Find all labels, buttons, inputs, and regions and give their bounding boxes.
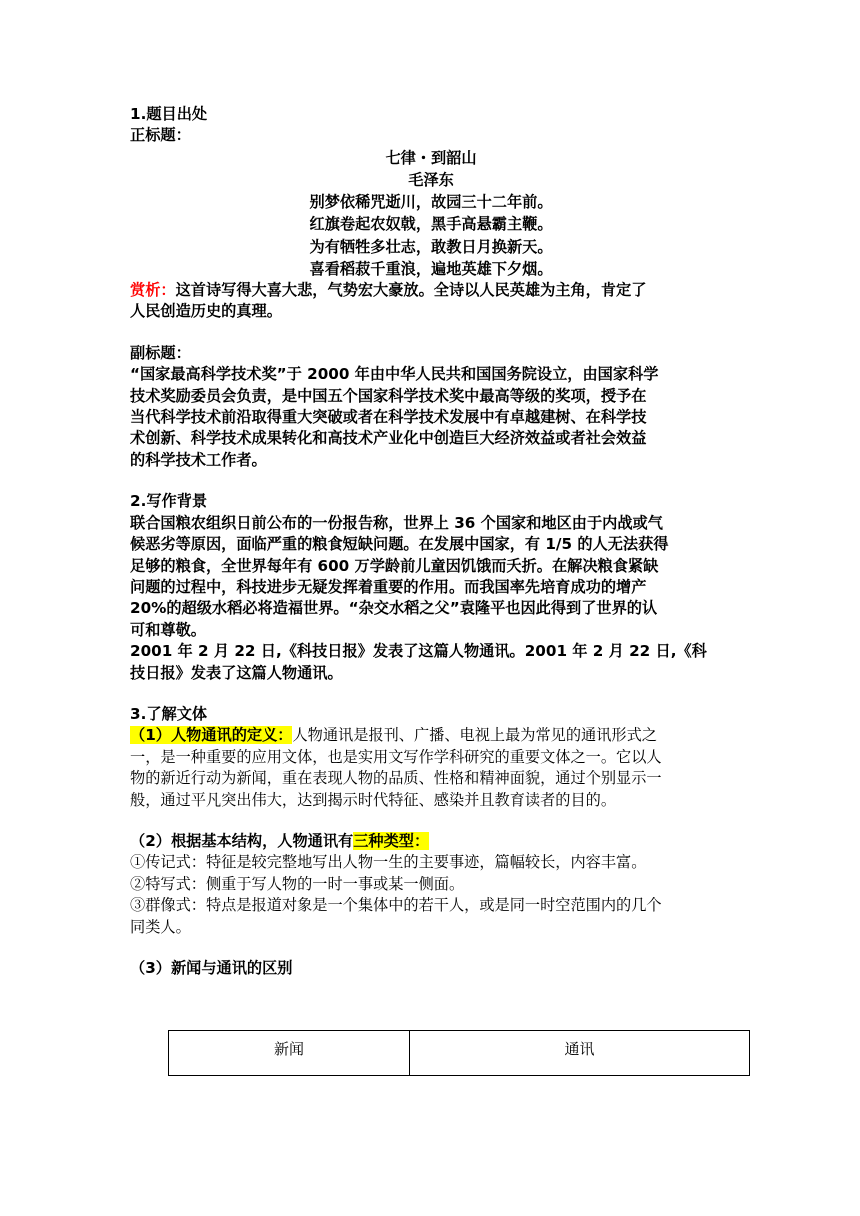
background-line: 可和尊敬。 <box>130 620 206 639</box>
types-highlight: 三种类型： <box>353 831 430 850</box>
subtitle-line: 当代科学技术前沿取得重大突破或者在科学技术发展中有卓越建树、在科学技 <box>130 408 647 427</box>
background-line: 问题的过程中，科技进步无疑发挥着重要的作用。而我国率先培育成功的增产 <box>130 577 647 596</box>
appreciation-text: 这首诗写得大喜大悲，气势宏大豪放。全诗以人民英雄为主角，肯定了 <box>175 281 647 300</box>
poem-title: 七律・到韶山 <box>385 148 477 167</box>
type-line: ①传记式：特征是较完整地写出人物一生的主要事迹，篇幅较长，内容丰富。 <box>130 853 647 872</box>
definition-text: 人物通讯是报刊、广播、电视上最为常见的通讯形式之 <box>292 726 657 745</box>
poem-author: 毛泽东 <box>408 171 454 190</box>
poem-line: 红旗卷起农奴戟，黑手高悬霸主鞭。 <box>309 215 553 234</box>
types-heading <box>130 831 732 852</box>
background-line: 联合国粮农组织日前公布的一份报告称，世界上 36 个国家和地区由于内战或气 <box>130 513 663 532</box>
document-body <box>130 104 732 979</box>
appreciation-line: 人民创造历史的真理。 <box>130 302 282 321</box>
definition-line: 物的新近行动为新闻，重在表现人物的品质、性格和精神面貌，通过个别显示一 <box>130 769 662 788</box>
section-1-heading: 1.题目出处 <box>130 105 208 123</box>
type-line: ③群像式：特点是报道对象是一个集体中的若干人，或是同一时空范围内的几个 <box>130 896 662 915</box>
section-2-heading: 2.写作背景 <box>130 492 208 511</box>
poem-line: 喜看稻菽千重浪，遍地英雄下夕烟。 <box>309 259 553 278</box>
poem-line: 为有牺牲多壮志，敢教日月换新天。 <box>309 237 553 256</box>
appreciation-label: 赏析： <box>130 281 176 300</box>
type-line: ②特写式：侧重于写人物的一时一事或某一侧面。 <box>130 874 465 893</box>
main-title-label: 正标题： <box>130 126 191 145</box>
background-line: 技日报》发表了这篇人物通讯。 <box>130 663 343 682</box>
background-line: 候恶劣等原因，面临严重的粮食短缺问题。在发展中国家，有 1/5 的人无法获得 <box>130 535 669 554</box>
definition-label: （1）人物通讯的定义： <box>130 726 293 745</box>
definition-line <box>130 725 732 746</box>
background-line: 20%的超级水稻必将造福世界。“杂交水稻之父”袁隆平也因此得到了世界的认 <box>130 599 658 618</box>
types-prefix: （2）根据基本结构，人物通讯有 <box>130 831 354 850</box>
compare-heading: （3）新闻与通讯的区别 <box>130 959 293 977</box>
subtitle-line: 技术奖励委员会负责，是中国五个国家科学技术奖中最高等级的奖项，授予在 <box>130 386 647 405</box>
background-line: 足够的粮食，全世界每年有 600 万学龄前儿童因饥饿而夭折。在解决粮食紧缺 <box>130 556 659 575</box>
definition-line: 一，是一种重要的应用文体，也是实用文写作学科研究的重要文体之一。它以人 <box>130 747 662 766</box>
table-header-feature: 通讯 <box>410 1031 750 1076</box>
appreciation-line <box>130 280 732 301</box>
poem-line: 别梦依稀咒逝川，故园三十二年前。 <box>309 193 553 212</box>
table-header-news: 新闻 <box>169 1031 410 1076</box>
definition-line: 般，通过平凡突出伟大，达到揭示时代特征、感染并且教育读者的目的。 <box>130 790 616 809</box>
table-row <box>169 1031 750 1076</box>
comparison-table <box>168 1030 750 1076</box>
subtitle-line: 术创新、科学技术成果转化和高技术产业化中创造巨大经济效益或者社会效益 <box>130 429 647 448</box>
section-3-heading: 3.了解文体 <box>130 704 208 723</box>
type-line: 同类人。 <box>130 917 191 936</box>
subtitle-line: “国家最高科学技术奖”于 2000 年由中华人民共和国国务院设立，由国家科学 <box>130 365 659 384</box>
subtitle-label: 副标题： <box>130 343 191 362</box>
subtitle-line: 的科学技术工作者。 <box>130 450 267 469</box>
background-line: 2001 年 2 月 22 日,《科技日报》发表了这篇人物通讯。2001 年 2 月 22 日,《科 <box>130 642 707 661</box>
